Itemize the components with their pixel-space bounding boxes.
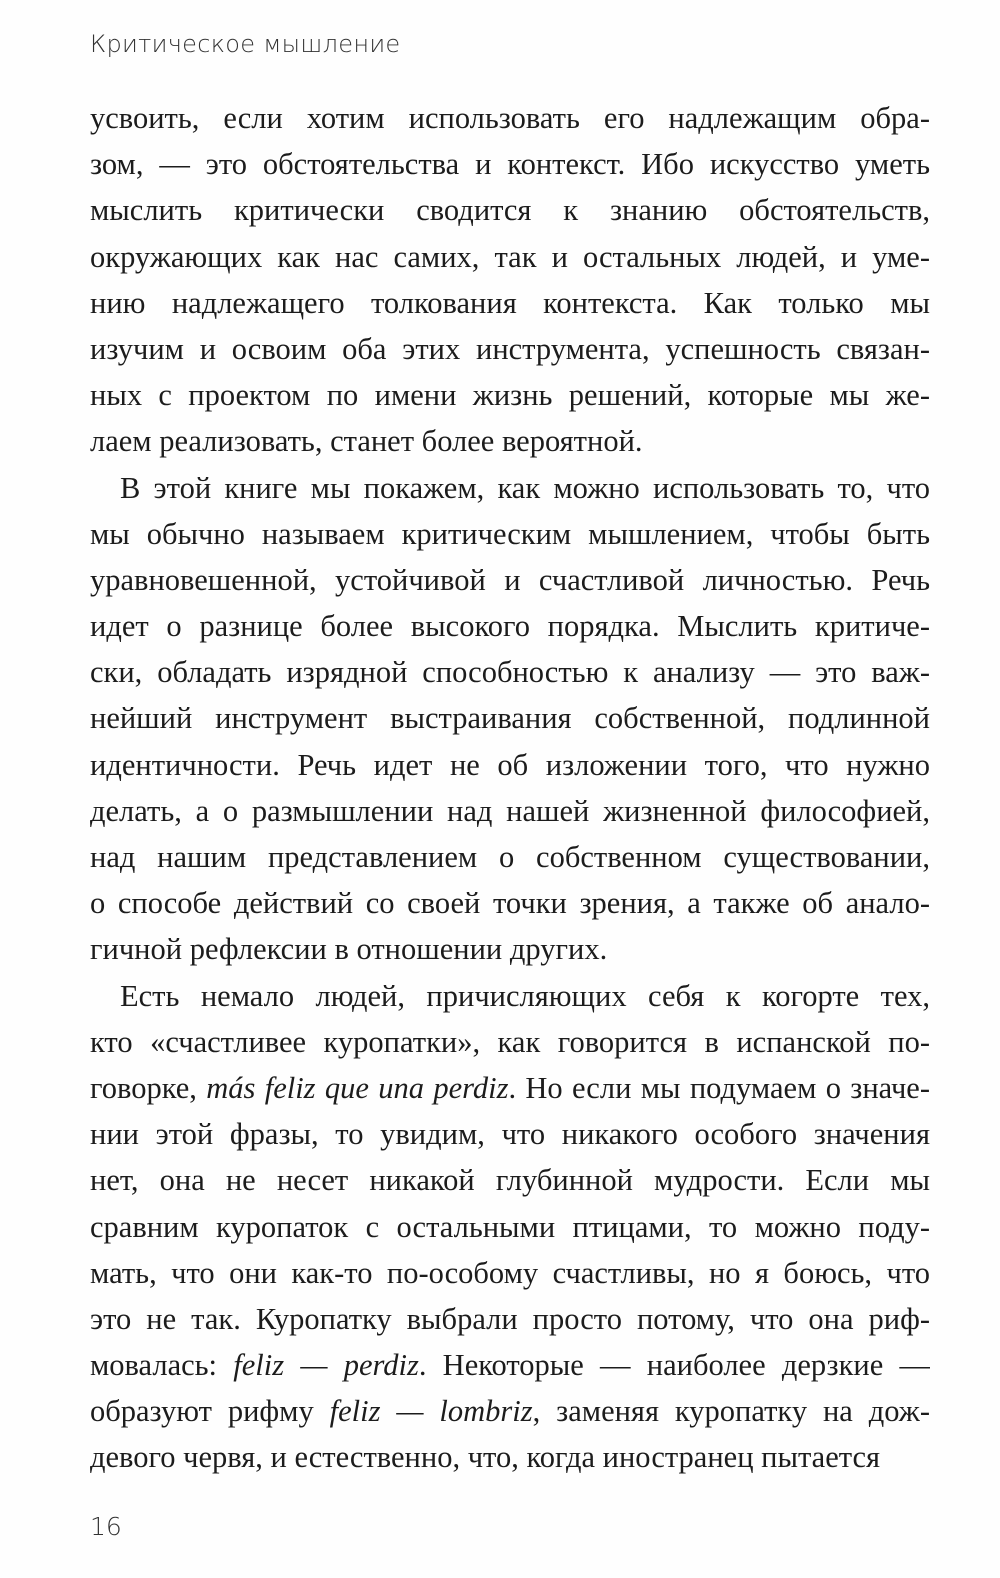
text-line <box>90 372 930 418</box>
italic-phrase: feliz — lombriz <box>329 1394 533 1429</box>
text-run: сравним куропаток с остальными птицами, то можно поду- <box>90 1209 930 1244</box>
text-line <box>90 926 930 972</box>
text-line <box>90 788 930 834</box>
text-run: мы обычно называем критическим мышлением, чтобы быть <box>90 516 930 551</box>
text-line <box>90 1204 930 1250</box>
text-line <box>90 1342 930 1388</box>
text-line <box>90 187 930 233</box>
text-line <box>90 603 930 649</box>
text-run: . Но если мы подумаем о значе- <box>508 1070 930 1105</box>
text-run: мыслить критически сводится к знанию обстоятельств, <box>90 193 930 228</box>
text-run: о способе действий со своей точки зрения, а также об анало- <box>90 886 930 921</box>
text-run: уравновешенной, устойчивой и счастливой личностью. Речь <box>90 562 930 597</box>
running-head-title: Критическое мышление <box>90 30 401 58</box>
text-line <box>90 880 930 926</box>
text-run: девого червя, и естественно, что, когда иностранец пытается <box>90 1440 881 1475</box>
italic-phrase: más feliz que una perdiz <box>206 1070 509 1105</box>
text-run: нейший инструмент выстраивания собственной, подлинной <box>90 701 930 736</box>
text-run: гичной рефлексии в отношении других. <box>90 932 608 967</box>
text-line <box>90 1019 930 1065</box>
text-run: лаем реализовать, станет более вероятной. <box>90 424 643 459</box>
text-run: нет, она не несет никакой глубинной мудрости. Если мы <box>90 1163 930 1198</box>
text-run: идентичности. Речь идет не об изложении того, что нужно <box>90 747 930 782</box>
paragraph <box>90 95 930 465</box>
text-line <box>90 465 930 511</box>
text-run: кто «счастливее куропатки», как говорится в испанской по- <box>90 1024 930 1059</box>
text-run: это не так. Куропатку выбрали просто потому, что она риф- <box>90 1301 930 1336</box>
text-run: , заменяя куропатку на дож- <box>532 1394 930 1429</box>
text-run: нию надлежащего толкования контекста. Как только мы <box>90 285 930 320</box>
text-run: В этой книге мы покажем, как можно использовать то, что <box>120 470 930 505</box>
text-run: говорке, <box>90 1070 207 1105</box>
text-run: образуют рифму <box>90 1394 330 1429</box>
text-run: ски, обладать изрядной способностью к анализу — это важ- <box>90 655 930 690</box>
text-line <box>90 1296 930 1342</box>
text-line <box>90 326 930 372</box>
text-line <box>90 1111 930 1157</box>
text-line <box>90 95 930 141</box>
paragraph <box>90 973 930 1481</box>
text-line <box>90 1388 930 1434</box>
text-run: изучим и освоим оба этих инструмента, успешность связан- <box>90 331 930 366</box>
paragraph <box>90 465 930 973</box>
italic-phrase: feliz — perdiz <box>233 1348 419 1383</box>
text-line <box>90 1157 930 1203</box>
text-run: мать, что они как-то по-особому счастливы, но я боюсь, что <box>90 1255 930 1290</box>
page-number: 16 <box>90 1512 122 1541</box>
text-run: делать, а о размышлении над нашей жизненной философией, <box>90 793 930 828</box>
text-line <box>90 695 930 741</box>
text-line <box>90 649 930 695</box>
text-line <box>90 1250 930 1296</box>
text-line <box>90 834 930 880</box>
text-line <box>90 742 930 788</box>
text-line <box>90 280 930 326</box>
text-line <box>90 418 930 464</box>
text-line <box>90 1434 930 1480</box>
text-line <box>90 511 930 557</box>
text-run: над нашим представлением о собственном существовании, <box>90 840 930 874</box>
text-run: ных с проектом по имени жизнь решений, которые мы же- <box>90 378 930 413</box>
text-run: нии этой фразы, то увидим, что никакого особого значения <box>90 1117 930 1152</box>
text-run: Есть немало людей, причисляющих себя к когорте тех, <box>120 978 930 1013</box>
text-run: усвоить, если хотим использовать его надлежащим обра- <box>90 101 930 135</box>
text-run: . Некоторые — наиболее дерзкие — <box>418 1348 930 1383</box>
text-line <box>90 557 930 603</box>
body-text <box>90 95 930 1481</box>
text-run: мовалась: <box>90 1348 234 1383</box>
text-run: зом, — это обстоятельства и контекст. Ибо искусство уметь <box>90 147 930 182</box>
text-line <box>90 141 930 187</box>
text-line <box>90 973 930 1019</box>
text-run: окружающих как нас самих, так и остальных людей, и уме- <box>90 239 930 274</box>
text-line <box>90 234 930 280</box>
text-run: идет о разнице более высокого порядка. Мыслить критиче- <box>90 609 930 644</box>
text-line <box>90 1065 930 1111</box>
